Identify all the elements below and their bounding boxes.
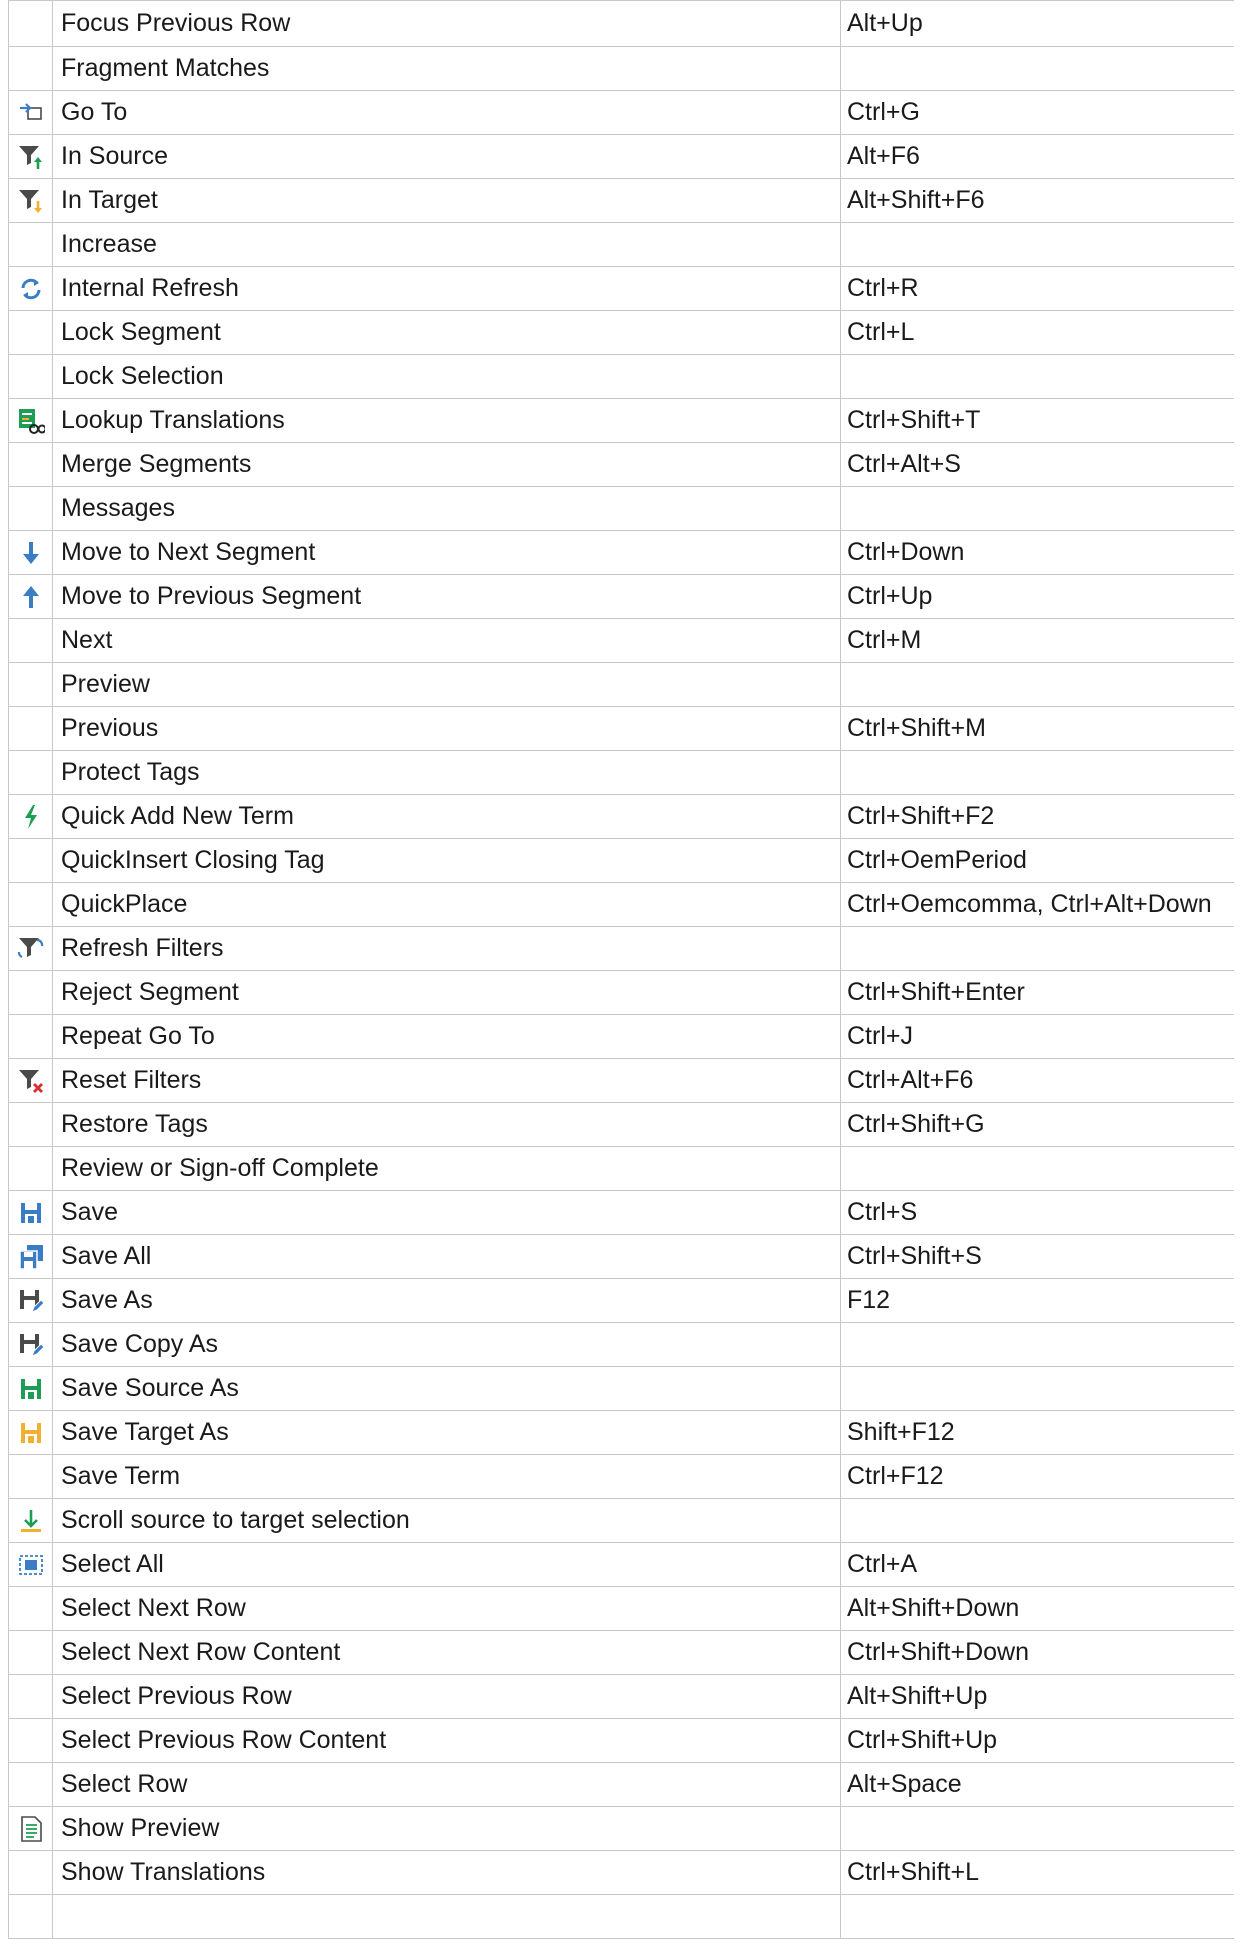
table-row[interactable] [9,1147,1235,1191]
command-name: Next [53,619,841,663]
command-name: Select Row [53,1763,841,1807]
row-icon-cell [9,267,53,311]
table-row[interactable] [9,663,1235,707]
command-name: Repeat Go To [53,1015,841,1059]
row-icon-cell [9,1675,53,1719]
row-icon-cell [9,1455,53,1499]
row-icon-cell [9,663,53,707]
shortcut-keys[interactable] [841,1147,1235,1191]
command-name: Merge Segments [53,443,841,487]
command-name: Protect Tags [53,751,841,795]
shortcut-keys[interactable] [841,751,1235,795]
row-icon-cell [9,1323,53,1367]
table-row[interactable] [9,91,1235,135]
table-row[interactable] [9,1851,1235,1895]
row-icon-cell [9,1587,53,1631]
command-name: Restore Tags [53,1103,841,1147]
lightning-icon [17,803,45,831]
table-row[interactable] [9,443,1235,487]
shortcut-keys[interactable] [841,1367,1235,1411]
command-name: Lookup Translations [53,399,841,443]
shortcut-keys[interactable]: Ctrl+R [841,267,1235,311]
table-row[interactable] [9,751,1235,795]
filter-reset-icon [17,1067,45,1095]
shortcut-keys[interactable]: Ctrl+S [841,1191,1235,1235]
table-row[interactable] [9,1235,1235,1279]
shortcuts-table-body [9,1,1235,1939]
table-row[interactable] [9,575,1235,619]
table-row[interactable] [9,1367,1235,1411]
save-target-icon [17,1419,45,1447]
shortcut-keys[interactable]: Ctrl+F12 [841,1455,1235,1499]
table-row[interactable] [9,135,1235,179]
command-name: Refresh Filters [53,927,841,971]
row-icon-cell [9,1851,53,1895]
row-icon-cell [9,223,53,267]
row-icon-cell [9,1499,53,1543]
filter-refresh-icon [17,935,45,963]
command-name: Save [53,1191,841,1235]
shortcut-keys[interactable]: Ctrl+Shift+S [841,1235,1235,1279]
command-name: In Target [53,179,841,223]
table-row[interactable] [9,927,1235,971]
command-name: QuickInsert Closing Tag [53,839,841,883]
row-icon-cell [9,839,53,883]
shortcut-keys[interactable]: Ctrl+Oemcomma, Ctrl+Alt+Down [841,883,1235,927]
row-icon-cell [9,751,53,795]
table-row[interactable] [9,1631,1235,1675]
shortcut-keys[interactable]: Alt+Shift+Up [841,1675,1235,1719]
row-icon-cell [9,135,53,179]
command-name: Save Source As [53,1367,841,1411]
row-icon-cell [9,1103,53,1147]
command-name: Lock Segment [53,311,841,355]
row-icon-cell [9,971,53,1015]
select-all-icon [17,1551,45,1579]
command-name: Show Preview [53,1807,841,1851]
save-icon [17,1199,45,1227]
row-icon-cell [9,399,53,443]
row-icon-cell [9,1895,53,1939]
table-row[interactable] [9,1103,1235,1147]
shortcut-keys[interactable]: Alt+Up [841,1,1235,47]
table-row[interactable] [9,1675,1235,1719]
row-icon-cell [9,1719,53,1763]
table-row[interactable] [9,223,1235,267]
row-icon-cell [9,47,53,91]
shortcut-keys[interactable]: Ctrl+Shift+M [841,707,1235,751]
command-name [53,1895,841,1939]
row-icon-cell [9,619,53,663]
shortcut-keys[interactable]: Ctrl+Shift+Down [841,1631,1235,1675]
row-icon-cell [9,1235,53,1279]
shortcut-keys[interactable]: Ctrl+G [841,91,1235,135]
shortcut-keys[interactable]: Alt+Shift+Down [841,1587,1235,1631]
go-to-icon [17,99,45,127]
command-name: Increase [53,223,841,267]
shortcut-keys[interactable]: Ctrl+Shift+F2 [841,795,1235,839]
command-name: Lock Selection [53,355,841,399]
command-name: Messages [53,487,841,531]
command-name: Select Previous Row [53,1675,841,1719]
command-name: Move to Previous Segment [53,575,841,619]
shortcuts-table-container [8,0,1234,1953]
row-icon-cell [9,1807,53,1851]
command-name: Go To [53,91,841,135]
row-icon-cell [9,1147,53,1191]
command-name: Reset Filters [53,1059,841,1103]
shortcut-keys[interactable]: Shift+F12 [841,1411,1235,1455]
command-name: Review or Sign-off Complete [53,1147,841,1191]
filter-source-icon [17,143,45,171]
table-row[interactable] [9,179,1235,223]
table-row[interactable] [9,1015,1235,1059]
shortcut-keys[interactable] [841,1807,1235,1851]
table-row[interactable] [9,1587,1235,1631]
shortcut-keys[interactable]: Ctrl+Shift+L [841,1851,1235,1895]
command-name: Save All [53,1235,841,1279]
table-row[interactable] [9,795,1235,839]
table-row[interactable] [9,1499,1235,1543]
table-row[interactable] [9,531,1235,575]
command-name: Fragment Matches [53,47,841,91]
table-row[interactable] [9,355,1235,399]
shortcut-keys[interactable] [841,223,1235,267]
row-icon-cell [9,1367,53,1411]
table-row[interactable] [9,1455,1235,1499]
save-copy-as-icon [17,1331,45,1359]
table-row[interactable] [9,1323,1235,1367]
command-name: Select All [53,1543,841,1587]
shortcut-keys[interactable]: Ctrl+L [841,311,1235,355]
row-icon-cell [9,1059,53,1103]
shortcut-keys[interactable] [841,47,1235,91]
row-icon-cell [9,1631,53,1675]
shortcut-keys[interactable]: Ctrl+Shift+G [841,1103,1235,1147]
shortcut-keys[interactable] [841,1499,1235,1543]
shortcut-keys[interactable]: Ctrl+A [841,1543,1235,1587]
row-icon-cell [9,707,53,751]
command-name: Save Term [53,1455,841,1499]
shortcut-keys[interactable]: Ctrl+OemPeriod [841,839,1235,883]
shortcut-keys[interactable]: Ctrl+Alt+F6 [841,1059,1235,1103]
table-row[interactable] [9,1,1235,47]
table-row[interactable] [9,1279,1235,1323]
table-row[interactable] [9,1059,1235,1103]
row-icon-cell [9,883,53,927]
shortcut-keys[interactable] [841,927,1235,971]
table-row[interactable] [9,47,1235,91]
row-icon-cell [9,311,53,355]
table-row[interactable] [9,487,1235,531]
command-name: Select Previous Row Content [53,1719,841,1763]
table-row[interactable] [9,1543,1235,1587]
row-icon-cell [9,179,53,223]
shortcut-keys[interactable]: Ctrl+Shift+T [841,399,1235,443]
shortcut-keys[interactable]: Ctrl+Shift+Up [841,1719,1235,1763]
row-icon-cell [9,1015,53,1059]
table-row[interactable] [9,1191,1235,1235]
table-row[interactable] [9,1411,1235,1455]
filter-target-icon [17,187,45,215]
command-name: Save Target As [53,1411,841,1455]
shortcut-keys[interactable]: Ctrl+J [841,1015,1235,1059]
command-name: Internal Refresh [53,267,841,311]
row-icon-cell [9,1,53,47]
command-name: Quick Add New Term [53,795,841,839]
command-name: Select Next Row [53,1587,841,1631]
shortcut-keys[interactable]: Ctrl+Up [841,575,1235,619]
document-icon [17,1815,45,1843]
table-row[interactable] [9,883,1235,927]
row-icon-cell [9,1411,53,1455]
command-name: Reject Segment [53,971,841,1015]
command-name: Preview [53,663,841,707]
shortcut-keys[interactable]: Alt+Space [841,1763,1235,1807]
arrow-down-icon [17,539,45,567]
command-name: Previous [53,707,841,751]
table-row[interactable] [9,707,1235,751]
table-row[interactable] [9,619,1235,663]
table-row[interactable] [9,971,1235,1015]
save-all-icon [17,1243,45,1271]
shortcut-keys[interactable] [841,355,1235,399]
row-icon-cell [9,443,53,487]
shortcut-keys[interactable]: Ctrl+Down [841,531,1235,575]
row-icon-cell [9,795,53,839]
refresh-icon [17,275,45,303]
row-icon-cell [9,927,53,971]
row-icon-cell [9,355,53,399]
table-row[interactable] [9,839,1235,883]
table-row[interactable] [9,1719,1235,1763]
table-row[interactable] [9,1807,1235,1851]
row-icon-cell [9,1191,53,1235]
row-icon-cell [9,1279,53,1323]
table-row[interactable] [9,267,1235,311]
command-name: Save Copy As [53,1323,841,1367]
row-icon-cell [9,531,53,575]
table-row[interactable] [9,399,1235,443]
row-icon-cell [9,1763,53,1807]
shortcut-keys[interactable] [841,663,1235,707]
row-icon-cell [9,1543,53,1587]
shortcuts-table [8,0,1234,1939]
command-name: In Source [53,135,841,179]
shortcut-keys[interactable]: Ctrl+Shift+Enter [841,971,1235,1015]
lookup-translations-icon [17,407,45,435]
shortcut-keys[interactable]: Ctrl+M [841,619,1235,663]
shortcut-keys[interactable]: F12 [841,1279,1235,1323]
command-name: Scroll source to target selection [53,1499,841,1543]
table-row[interactable] [9,311,1235,355]
shortcut-keys[interactable] [841,1895,1235,1939]
save-as-icon [17,1287,45,1315]
command-name: Move to Next Segment [53,531,841,575]
arrow-up-icon [17,583,45,611]
table-row[interactable] [9,1895,1235,1939]
shortcut-keys[interactable] [841,487,1235,531]
shortcut-keys[interactable]: Alt+F6 [841,135,1235,179]
command-name: Show Translations [53,1851,841,1895]
save-source-icon [17,1375,45,1403]
shortcut-keys[interactable] [841,1323,1235,1367]
row-icon-cell [9,487,53,531]
command-name: QuickPlace [53,883,841,927]
command-name: Select Next Row Content [53,1631,841,1675]
command-name: Focus Previous Row [53,1,841,47]
command-name: Save As [53,1279,841,1323]
scroll-down-icon [17,1507,45,1535]
table-row[interactable] [9,1763,1235,1807]
shortcut-keys[interactable]: Ctrl+Alt+S [841,443,1235,487]
row-icon-cell [9,575,53,619]
row-icon-cell [9,91,53,135]
shortcut-keys[interactable]: Alt+Shift+F6 [841,179,1235,223]
